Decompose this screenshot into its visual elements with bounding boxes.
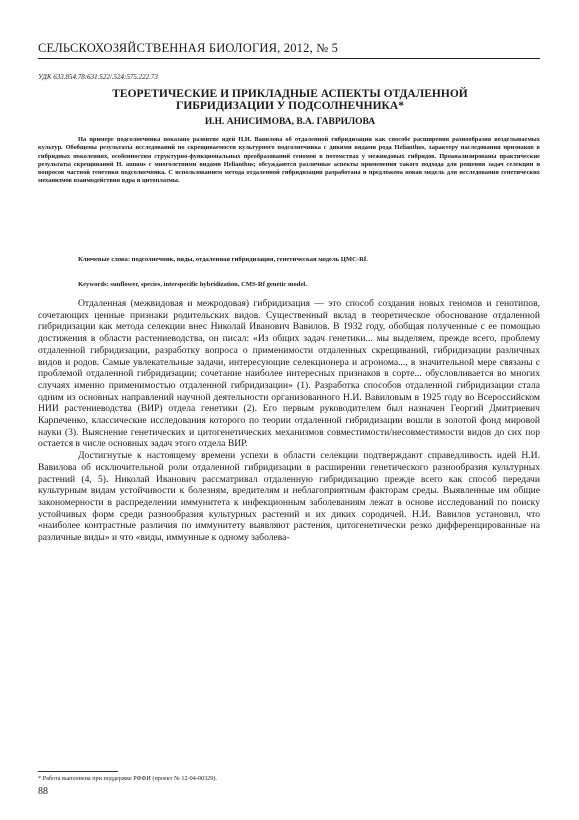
authors: И.Н. АНИСИМОВА, В.А. ГАВРИЛОВА [204,117,376,127]
body-paragraph-2: Достигнутые к настоящему времени успехи в области селекции подтверждают справедливость идей Н.И. Вавилова об исключительной роли отдаленной гибридизации в расширении генетического разнообразия культурных растений (4, 5). Николай Иванович рассматривал отдаленную гибридизацию прежде всего как способ передачи культурным видам устойчивости к болезням, вредителям и неблагоприятным факторам среды. Выявленные им общие закономерности в распределении иммунитета к инфекционным заболеваниям лежат в основе исследований по поиску устойчивых форм среди разнообразия культурных растений и их диких сородичей. Н.И. Вавилов установил, что «наиболее контрастные различия по иммунитету выявляют растения, цитогенетически резко дифференцированные на различные виды» и что «виды, иммунные к одному заболева- [38,450,540,544]
journal-header: СЕЛЬСКОХОЗЯЙСТВЕННАЯ БИОЛОГИЯ, 2012, № 5 [38,41,339,55]
article-body [38,298,540,544]
body-paragraph-1: Отдаленная (межвидовая и межродовая) гибридизация — это способ создания новых геномов и генотипов, сочетающих ценные признаки родительских видов. Существенный вклад в теоретическое обоснование отдаленной гибридизации как метода селекции внес Николай Иванович Вавилов. В 1932 году, обобщая полученные с ее помощью достижения в области растениеводства, он писал: «Из общих задач генетики... мы выделяем, прежде всего, проблему отдаленной гибридизации, разработку вопроса о применимости отдаленных скрещиваний, гибридизации различных видов и родов. Самые увлекательные задачи, интересующие селекционера и агронома..., в значительной мере связаны с проблемой отдаленной гибридизации; сочетание наиболее интересных признаков в сорте... обусловливается во многих случаях именно применимостью отдаленной гибридизации» (1). Разработка способов отдаленной гибридизации стала одним из основных направлений научной деятельности организованного Н.И. Вавиловым в 1925 году во Всероссийском НИИ растениеводства (ВИР) отдела генетики (2). Его первым руководителем был назначен Георгий Дмитриевич Карпеченко, классические исследования которого по теории отдаленной гибридизации вошли в золотой фонд мировой науки (3). Выяснение генетических и цитогенетических механизмов совместимости/несовместимости видов до сих пор остается в числе основных задач этого отдела ВИР. [38,298,540,450]
footnote: * Работа выполнена при поддержке РФФИ (проект № 12-04-00329). [38,775,217,782]
keywords-ru: Ключевые слова: подсолнечник, виды, отдаленная гибридизация, генетическая модель ЦМС-Rf. [78,256,368,263]
footnote-rule [38,771,118,772]
udk-code: УДК 633.854.78:631.522/.524:575.222.73 [38,73,158,81]
header-rule [38,58,540,59]
keywords-en: Keywords: sunflower, species, interspecific hybridization, CMS-Rf genetic model. [78,281,307,288]
title-line-2: ГИБРИДИЗАЦИИ У ПОДСОЛНЕЧНИКА* [176,100,404,112]
article-title [40,88,540,112]
abstract: На примере подсолнечника показано развитие идей Н.И. Вавилова об отдаленной гибридизации как способе расширения разнообразия возделываемых культур. Обобщены результаты исследований по скрещиваемости культурного подсолнечника с дикими видами рода Helianthus, характеру наследования признаков в гибридных поколениях, особенностям структурно-функциональных преобразований геномов в потомствах у межвидовых гибридов. Проанализированы практические результаты скрещиваний H. annuus с многолетними видами Helianthus; обсуждаются различные аспекты применения такого подхода для решения задач селекции и вопросов частной генетики подсолнечника. С использованием метода отдаленной гибридизации разработана и предложена новая модель для исследования генетических механизмов взаимодействия ядра и цитоплазмы. [38,136,540,185]
title-line-1: ТЕОРЕТИЧЕСКИЕ И ПРИКЛАДНЫЕ АСПЕКТЫ ОТДАЛЕННОЙ [112,88,468,100]
page-number: 88 [38,786,48,797]
